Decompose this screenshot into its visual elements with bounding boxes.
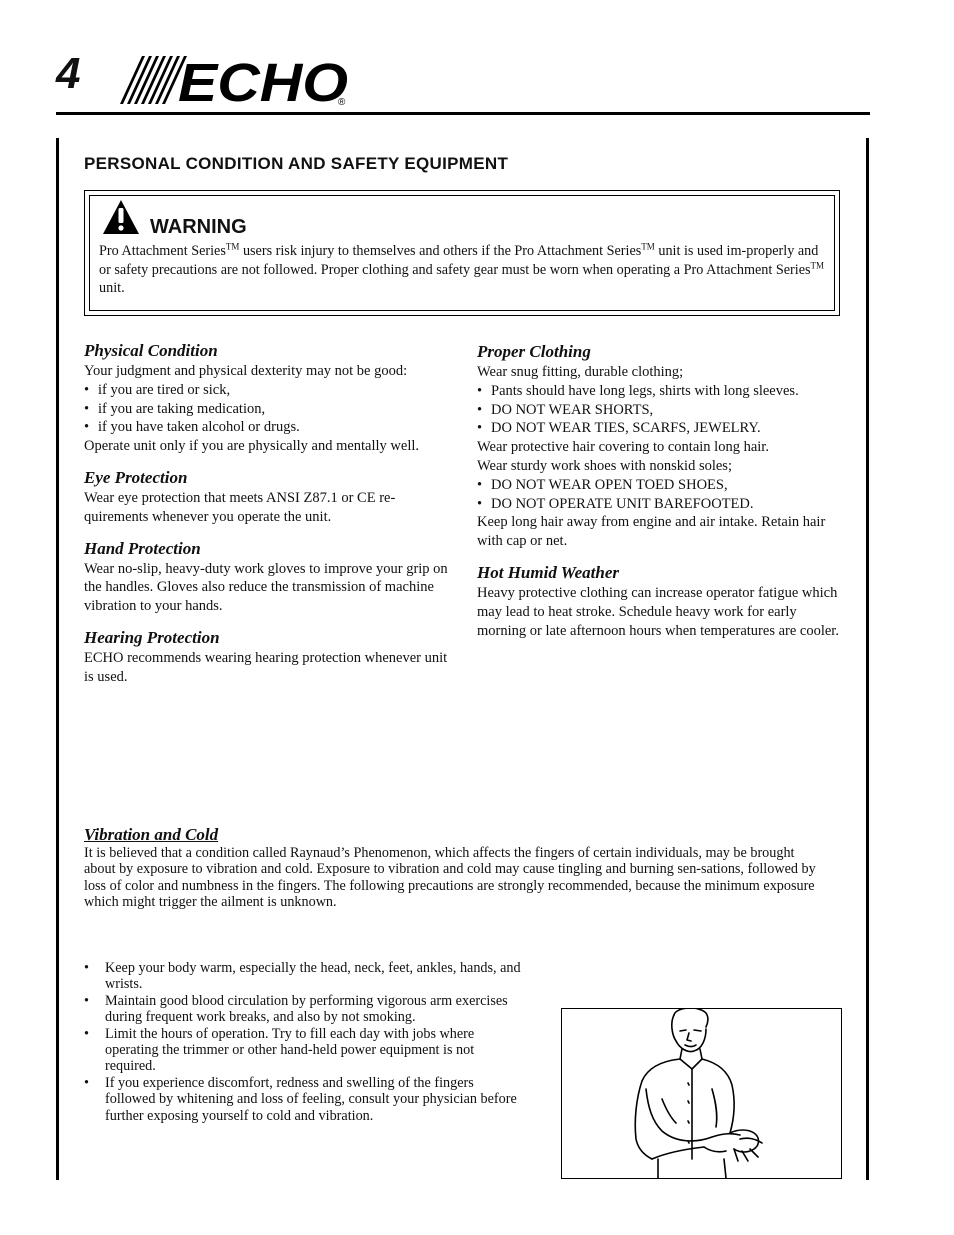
hot-humid-text: Heavy protective clothing can increase operator fatigue which may lead to heat stroke. Schedule heavy work for early morning or late afternoon hours when temperatures are cooler.	[477, 584, 839, 639]
warning-heading: WARNING	[150, 216, 247, 238]
warning-triangle-icon	[102, 199, 140, 235]
proper-clothing-line: Wear sturdy work shoes with nonskid soles;	[477, 457, 732, 474]
physical-condition-outro: Operate unit only if you are physically and mentally well.	[84, 438, 420, 455]
list-item: • DO NOT WEAR SHORTS,	[477, 401, 845, 420]
list-item: • DO NOT OPERATE UNIT BAREFOOTED.	[477, 495, 845, 514]
header-rule	[56, 112, 870, 115]
man-rubbing-hands-illustration	[562, 1009, 841, 1178]
vibration-precautions-list	[84, 960, 524, 1124]
echo-logo	[116, 54, 356, 106]
physical-condition-title: Physical Condition	[84, 341, 218, 360]
vibration-title: Vibration and Cold	[84, 825, 219, 844]
proper-clothing-line: Wear protective hair covering to contain long hair.	[477, 439, 769, 456]
physical-condition-intro: Your judgment and physical dexterity may not be good:	[84, 363, 408, 379]
left-column	[84, 340, 454, 687]
list-item: • DO NOT WEAR OPEN TOED SHOES,	[477, 476, 845, 495]
list-item: • if you have taken alcohol or drugs.	[84, 418, 454, 437]
warning-text: Pro Attachment Series™ users risk injury to themselves and others if the Pro Attachment Series™ unit is used im-properly and or safety precautions are not followed. Proper clothing and safety gear must be worn when operating a Pro Attachment Series™ unit.	[99, 241, 825, 296]
hot-humid-title: Hot Humid Weather	[477, 562, 620, 582]
eye-protection-title: Eye Protection	[84, 467, 188, 487]
figure-box	[561, 1008, 842, 1179]
svg-text:®: ®	[338, 97, 346, 106]
list-item: • if you are taking medication,	[84, 400, 454, 419]
hearing-protection-text: ECHO recommends wearing hearing protection whenever unit is used.	[84, 649, 448, 685]
list-item: • if you are tired or sick,	[84, 381, 454, 400]
right-column	[477, 341, 845, 640]
hand-protection-title: Hand Protection	[84, 538, 201, 558]
list-item: • Keep your body warm, especially the head, neck, feet, ankles, hands, and wrists.	[84, 960, 524, 993]
proper-clothing-line: Keep long hair away from engine and air intake. Retain hair with cap or net.	[477, 514, 826, 550]
vibration-text: It is believed that a condition called Raynaud’s Phenomenon, which affects the fingers of certain individuals, may be brought about by exposure to vibration and cold. Exposure to vibration and cold may cause tingling and burning sen-sations, followed by loss of color and numbness in the fingers. The following precautions are strongly recommended, because the minimum exposure which might trigger the ailment is unknown.	[84, 845, 816, 911]
list-item: • Maintain good blood circulation by performing vigorous arm exercises during frequent work breaks, and also by not smoking.	[84, 993, 524, 1026]
vibration-section	[84, 825, 824, 911]
list-item: • Limit the hours of operation. Try to fill each day with jobs where operating the trimmer or other hand-held power equipment is not required.	[84, 1026, 524, 1075]
warning-box	[84, 190, 840, 316]
list-item: • DO NOT WEAR TIES, SCARFS, JEWELRY.	[477, 419, 845, 438]
section-title: PERSONAL CONDITION AND SAFETY EQUIPMENT	[84, 154, 509, 173]
left-margin-rule	[56, 138, 59, 1180]
list-item: • Pants should have long legs, shirts with long sleeves.	[477, 382, 845, 401]
right-margin-rule	[866, 138, 869, 1180]
hand-protection-text: Wear no-slip, heavy-duty work gloves to improve your grip on the handles. Gloves also reduce the transmission of machine vibration to your hands.	[84, 560, 448, 615]
eye-protection-text: Wear eye protection that meets ANSI Z87.1 or CE re-quirements whenever you operate the unit.	[84, 489, 396, 525]
proper-clothing-line: Wear snug fitting, durable clothing;	[477, 364, 684, 380]
proper-clothing-title: Proper Clothing	[477, 342, 591, 361]
list-item: • If you experience discomfort, redness and swelling of the fingers followed by whitening and loss of feeling, consult your physician before further exposing yourself to cold and vibration.	[84, 1075, 524, 1124]
svg-text:ECHO: ECHO	[178, 54, 348, 106]
hearing-protection-title: Hearing Protection	[84, 627, 220, 647]
page-number: 4	[56, 49, 81, 98]
